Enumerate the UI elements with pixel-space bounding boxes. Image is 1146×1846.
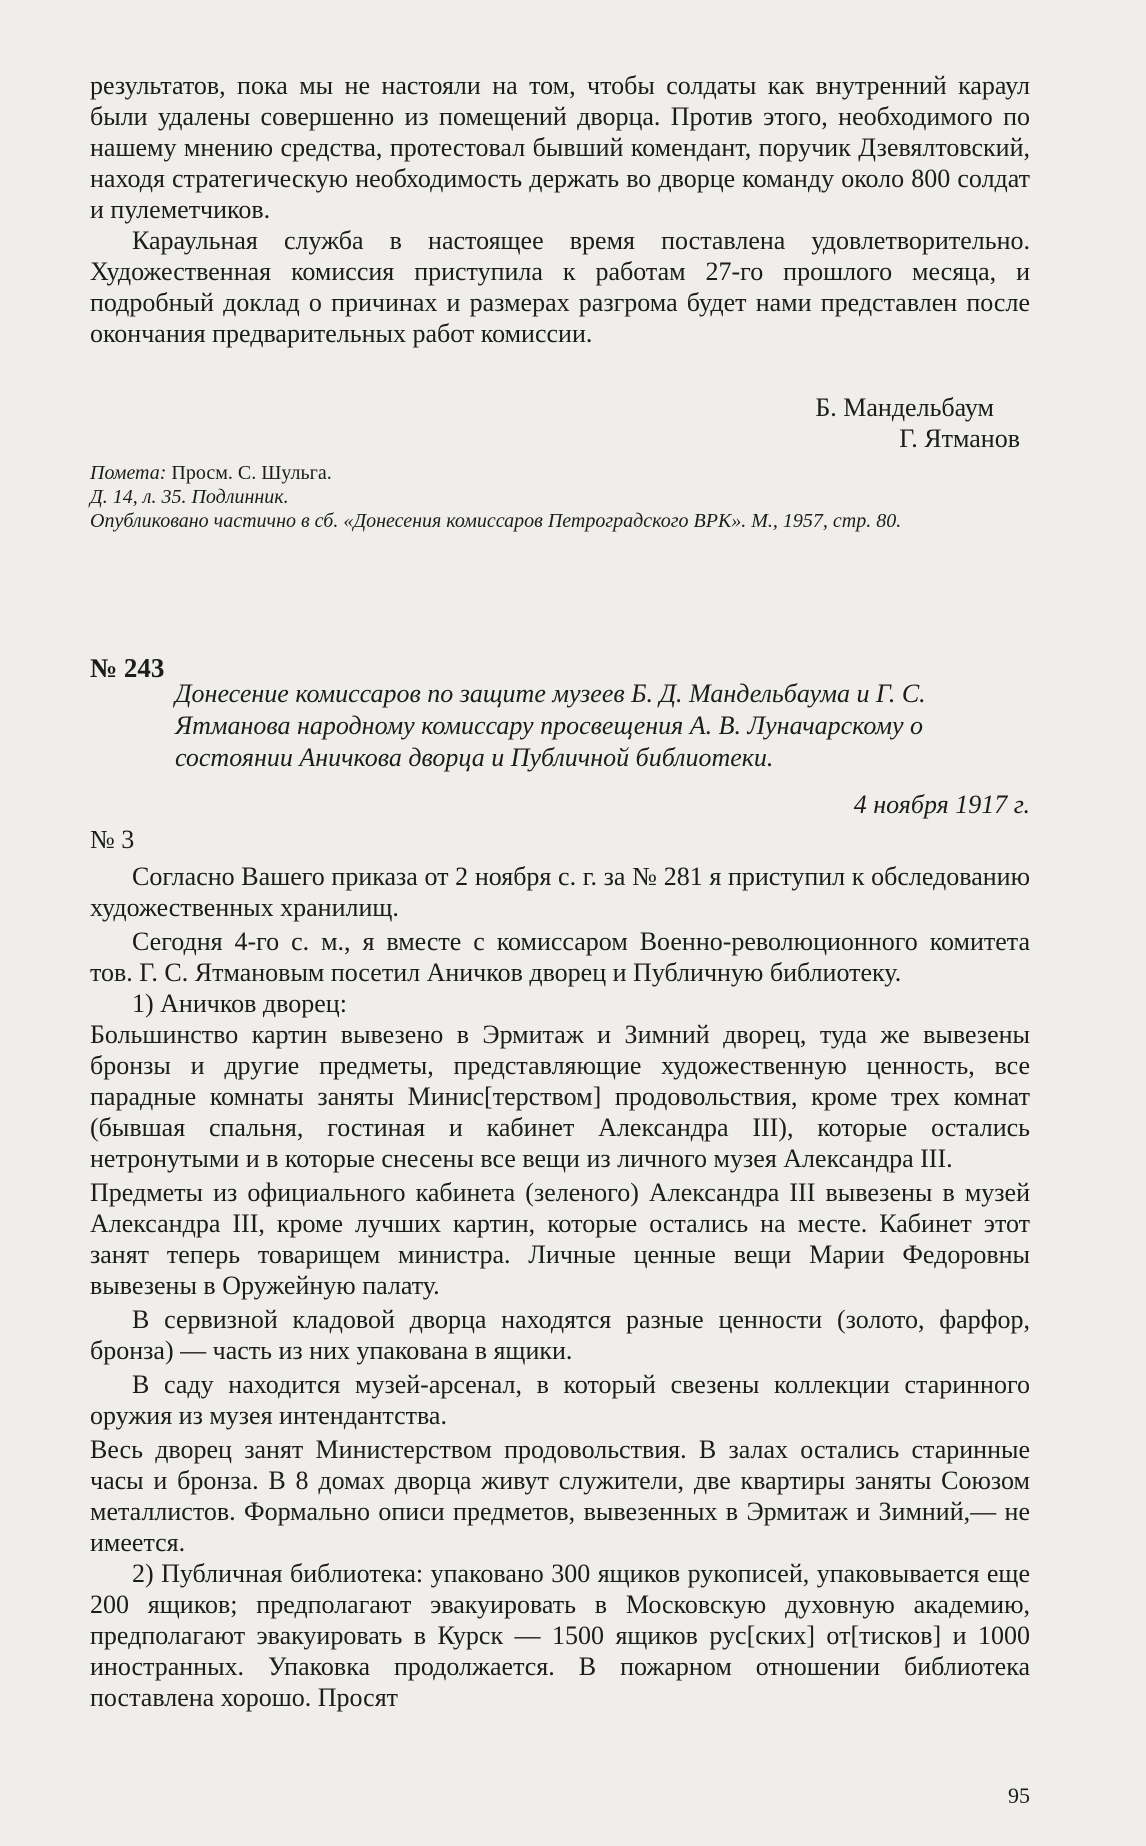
document-body bbox=[90, 861, 1030, 1713]
archival-notes bbox=[90, 461, 1030, 533]
archive-reference: Д. 14, л. 35. Подлинник. bbox=[90, 486, 289, 508]
signature-yatmanov: Г. Ятманов bbox=[899, 424, 1020, 453]
paragraph-2: Сегодня 4-го с. м., я вместе с комиссаром Военно-революционного комитета тов. Г. С. Ятмановым посетил Аничков дворец и Публичную библиотеку. bbox=[90, 927, 1030, 987]
paragraph-7: В саду находится музей-арсенал, в который свезены коллекции старинного оружия из музея интендантства. bbox=[90, 1370, 1030, 1430]
publication-note: Опубликовано частично в сб. «Донесения комиссаров Петроградского ВРК». М., 1957, стр. 80. bbox=[90, 510, 902, 532]
pometa-line bbox=[90, 461, 1030, 485]
paragraph-1: Согласно Вашего приказа от 2 ноября с. г. за № 281 я приступил к обследованию художественных хранилищ. bbox=[90, 862, 1030, 922]
intro-paragraph-1: результатов, пока мы не настояли на том, чтобы солдаты как внутренний караул были удалены совершенно из помещений дворца. Против этого, необходимого по нашему мнению средства, протестовал бывший комендант, поручик Дзевялтовский, находя стратегическую необходимость держать во дворце команду около 800 солдат и пулеметчиков. bbox=[90, 71, 1030, 224]
internal-number: № 3 bbox=[90, 825, 135, 854]
document-heading: Донесение комиссаров по защите музеев Б. Д. Мандельбаума и Г. С. Ятманова народному комиссару просвещения А. В. Луначарскому о состоянии Аничкова дворца и Публичной библиотеки. bbox=[175, 679, 926, 772]
document-number: № 243 bbox=[90, 653, 165, 683]
paragraph-6: В сервизной кладовой дворца находятся разные ценности (золото, фарфор, бронза) — часть из них упакована в ящики. bbox=[90, 1305, 1030, 1365]
paragraph-4: Большинство картин вывезено в Эрмитаж и Зимний дворец, туда же вывезены бронзы и другие предметы, представляющие художественную ценность, все парадные комнаты заняты Минис[терством] продовольствия, кроме трех комнат (бывшая спальня, гостиная и кабинет Александра III), которые остались нетронутыми и в которые снесены все вещи из личного музея Александра III. bbox=[90, 1020, 1030, 1173]
paragraph-9: 2) Публичная библиотека: упаковано 300 ящиков рукописей, упаковывается еще 200 ящиков; предполагают эвакуировать в Московскую духовную академию, предполагают эвакуировать в Курск — 1500 ящиков рус[ских] от[тисков] и 1000 иностранных. Упаковка продолжается. В пожарном отношении библиотека поставлена хорошо. Просят bbox=[90, 1559, 1030, 1712]
signature-block bbox=[90, 392, 1030, 454]
paragraph-8: Весь дворец занят Министерством продовольствия. В залах остались старинные часы и бронза. В 8 домах дворца живут служители, две квартиры заняты Союзом металлистов. Формально описи предметов, вывезенных в Эрмитаж и Зимний,— не имеется. bbox=[90, 1435, 1030, 1557]
pometa-label: Помета: bbox=[90, 462, 167, 484]
page-number: 95 bbox=[1008, 1783, 1030, 1808]
pometa-text: Просм. С. Шульга. bbox=[166, 462, 332, 484]
intro-paragraph-2: Караульная служба в настоящее время поставлена удовлетворительно. Художественная комиссия приступила к работам 27-го прошлого месяца, и подробный доклад о причинах и размерах разгрома будет нами представлен после окончания предварительных работ комиссии. bbox=[90, 226, 1030, 348]
paragraph-5: Предметы из официального кабинета (зеленого) Александра III вывезены в музей Александра III, кроме лучших картин, которые остались на месте. Кабинет этот занят теперь товарищем министра. Личные ценные вещи Марии Федоровны вывезены в Оружейную палату. bbox=[90, 1178, 1030, 1300]
paragraph-3: 1) Аничков дворец: bbox=[132, 989, 347, 1018]
intro-section bbox=[90, 70, 1030, 349]
signature-mandelbaum: Б. Мандельбаум bbox=[815, 393, 994, 422]
document-date: 4 ноября 1917 г. bbox=[853, 790, 1030, 819]
